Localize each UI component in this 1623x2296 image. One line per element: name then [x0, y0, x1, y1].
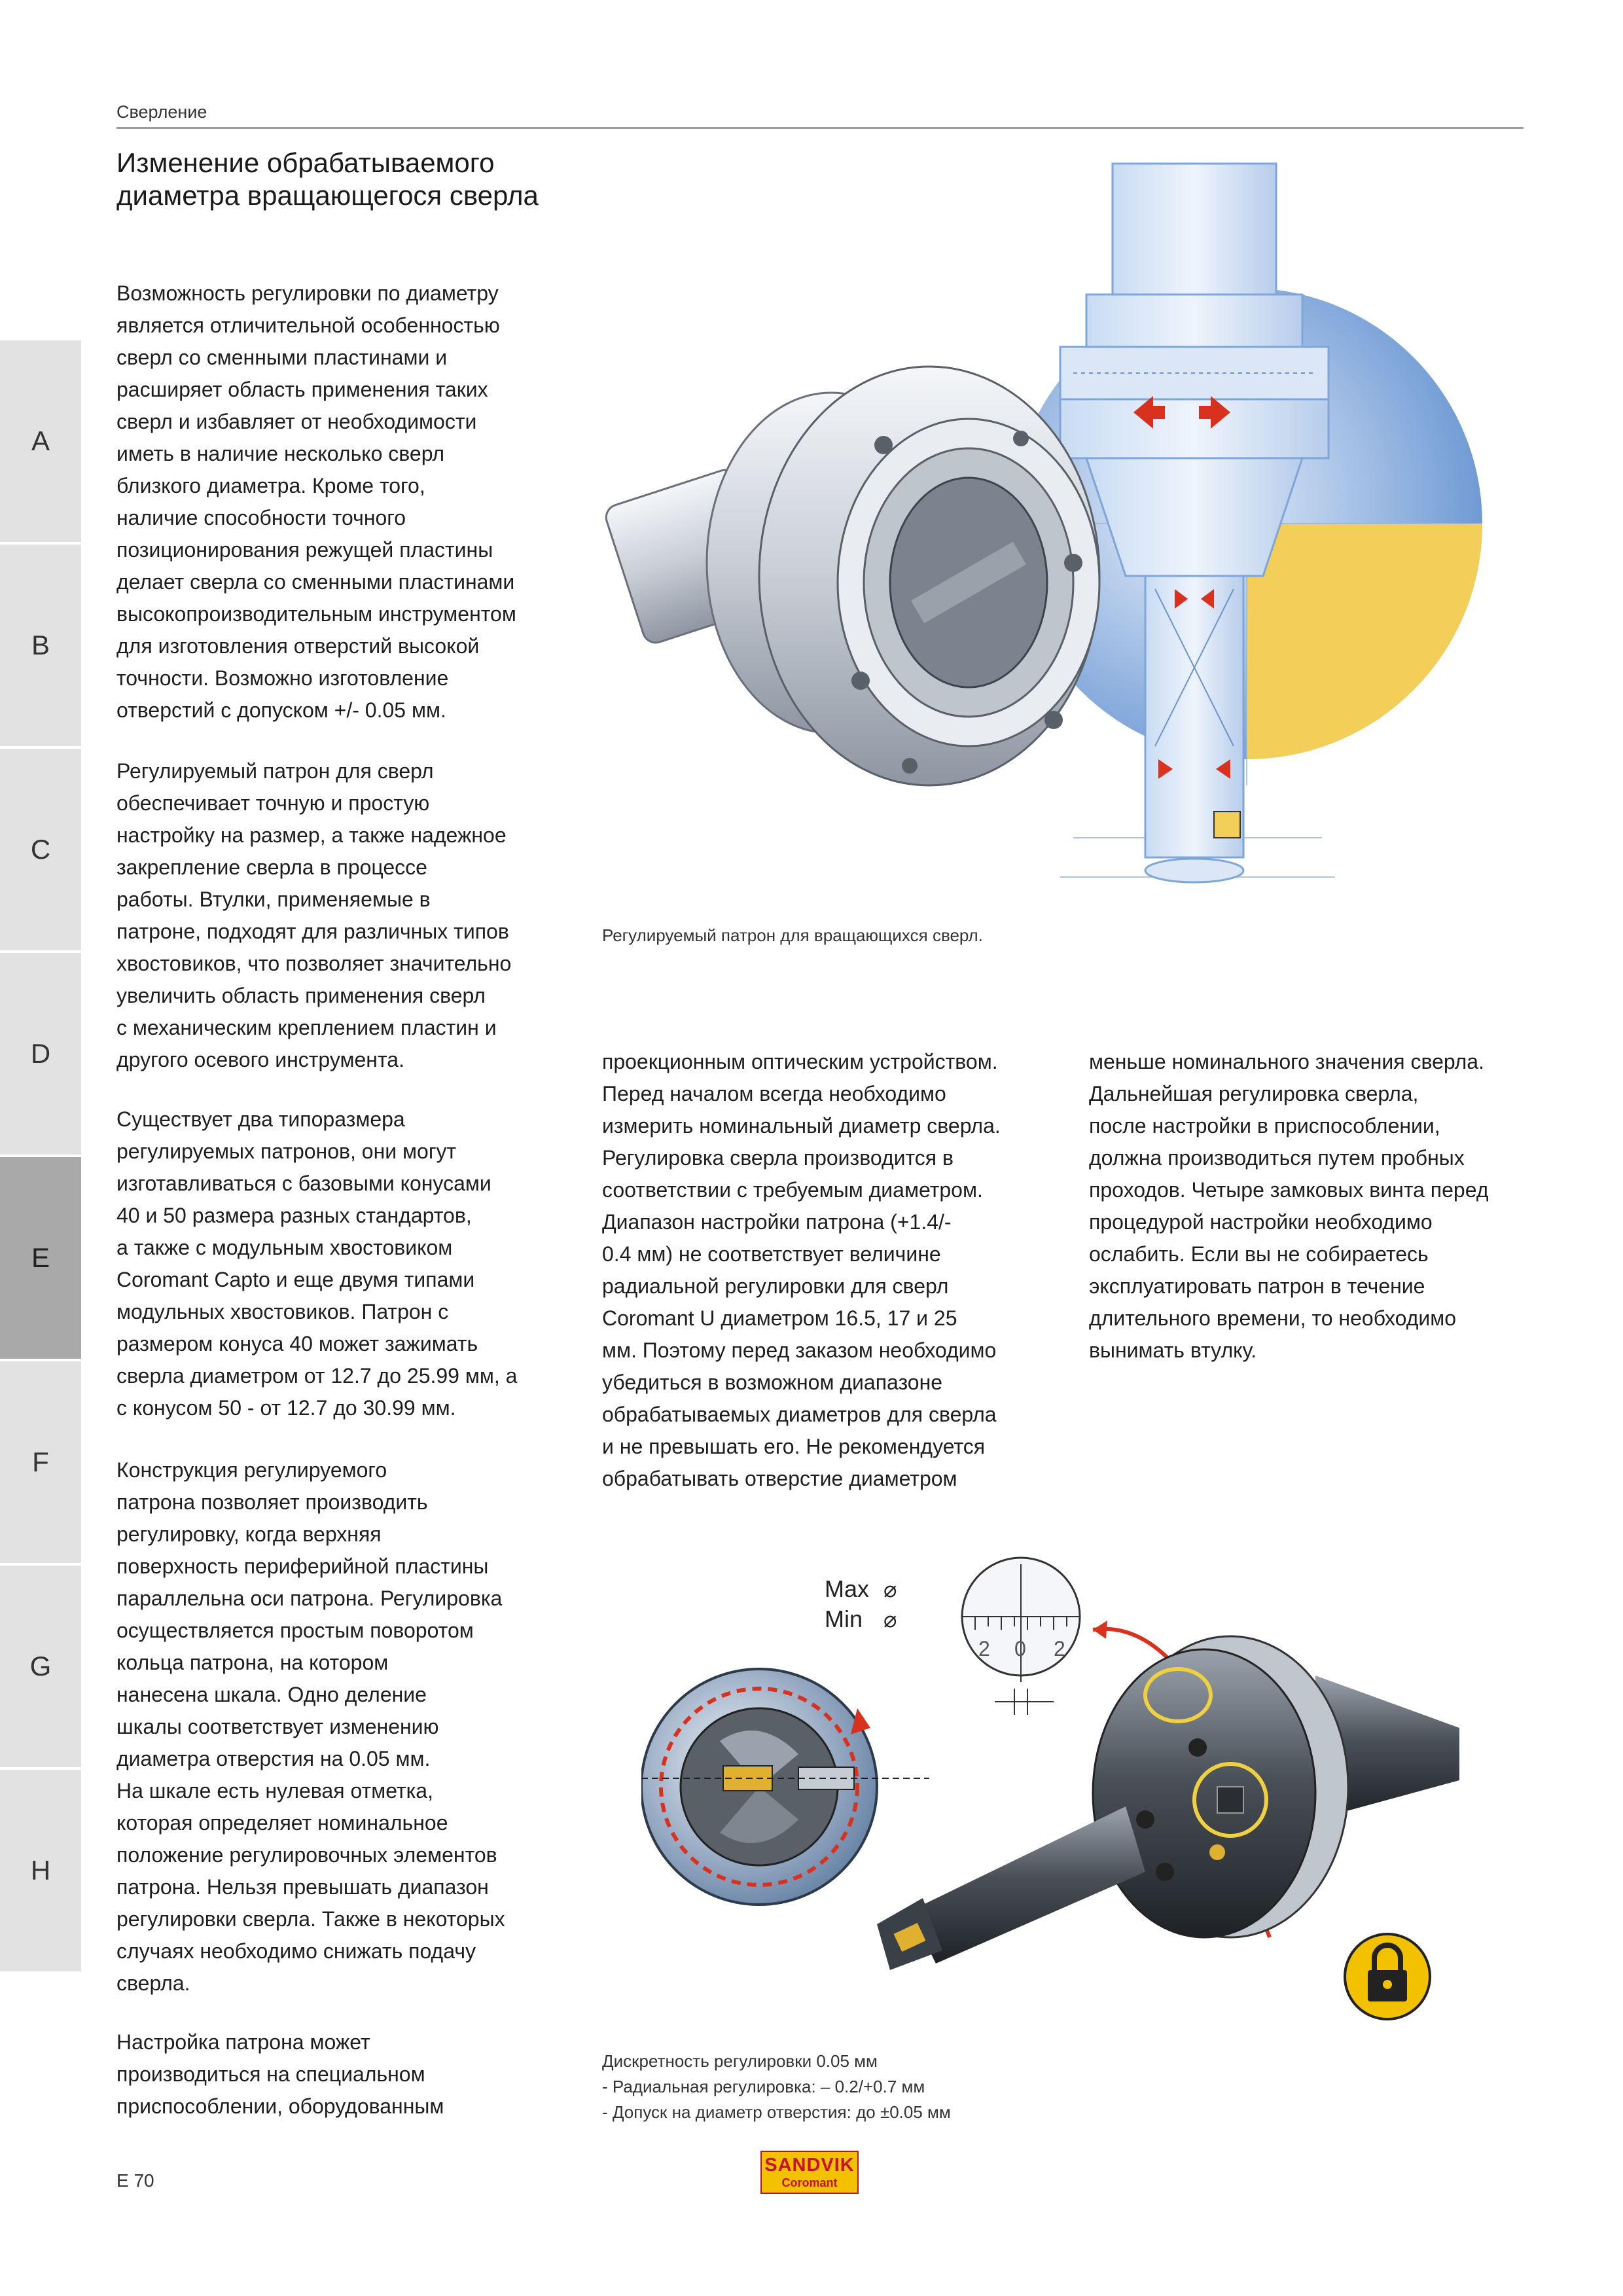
left-paragraph-2: Регулируемый патрон для сверл обеспечивает точную и простую настройку на размер, а также надежное закрепление сверла в процессе работы. Втулки, применяемые в патроне, подходят для различных типов хвостовиков, что позволяет значительно увеличить область применения сверл с механическим креплением пластин и другого осевого инструмента. [116, 759, 512, 1071]
tab-b[interactable]: B [0, 545, 81, 746]
diameter-symbol-min: ⌀ [883, 1607, 897, 1632]
max-label: Max [825, 1575, 870, 1602]
figure-chuck-blueprint [602, 157, 1512, 923]
page-title: Изменение обрабатываемого диаметра вращающегося сверла [116, 147, 539, 211]
header-rule [116, 127, 1524, 129]
tab-h[interactable]: H [0, 1770, 81, 1971]
diameter-symbol-max: ⌀ [883, 1577, 897, 1602]
tab-g[interactable]: G [0, 1566, 81, 1767]
logo-main-text: SANDVIK [764, 2155, 855, 2176]
tab-c[interactable]: C [0, 749, 81, 950]
left-paragraph-3: Существует два типоразмера регулируемых патронов, они могут изготавливаться с базовыми конусами 40 и 50 размера разных стандартов, а также с модульным хвостовиком Coromant Capto и еще двумя типами модульных хвостовиков. Патрон с размером конуса 40 может зажимать сверла диаметром от 12.7 до 25.99 мм, а с конусом 50 - от 12.7 до 30.99 мм. [116, 1107, 518, 1420]
scale-right: 2 [1054, 1637, 1065, 1660]
scale-left: 2 [978, 1637, 990, 1660]
left-paragraph-5: Настройка патрона может производиться на специальном приспособлении, оборудованным [116, 2030, 444, 2118]
tab-d[interactable]: D [0, 953, 81, 1155]
sandvik-logo [760, 2151, 859, 2194]
page-number: E 70 [116, 2170, 154, 2191]
logo-sub-text: Coromant [781, 2176, 838, 2189]
section-label: Сверление [116, 102, 207, 122]
left-paragraph-1: Возможность регулировки по диаметру является отличительной особенностью сверл со сменными пластинами и расширяет область применения таких сверл и избавляет от необходимости иметь в наличие несколько сверл близкого диаметра. Кроме того, наличие способности точного позиционирования режущей пластины делает сверла со сменными пластинами высокопроизводительным инструментом для изготовления отверстий высокой точности. Возможно изготовление отверстий с допуском +/- 0.05 мм. [116, 281, 516, 722]
tab-e[interactable]: E [0, 1157, 81, 1359]
middle-column-text: проекционным оптическим устройством. Перед началом всегда необходимо измерить номинальный диаметр сверла. Регулировка сверла производится в соответствии с требуемым диаметром. Диапазон настройки патрона (+1.4/- 0.4 мм) не соответствует величине радиальной регулировки для сверл Coromant U диаметром 16.5, 17 и 25 мм. Поэтому перед заказом необходимо убедиться в возможном диапазоне обрабатываемых диаметров для сверла и не превышать его. Не рекомендуется обрабатывать отверстие диаметром [602, 1050, 1001, 1490]
right-column-text: меньше номинального значения сверла. Дальнейшая регулировка сверла, после настройки в приспособлении, должна производиться путем пробных проходов. Четыре замковых винта перед процедурой настройки необходимо ослабить. Если вы не собираетесь эксплуатировать патрон в течение длительного времени, то необходимо вынимать втулку. [1089, 1050, 1489, 1362]
left-paragraph-4: Конструкция регулируемого патрона позволяет производить регулировку, когда верхняя поверхность периферийной пластины параллельна оси патрона. Регулировка осуществляется простым поворотом кольца патрона, на котором нанесена шкала. Одно деление шкалы соответствует изменению диаметра отверстия на 0.05 мм. На шкале есть нулевая отметка, которая определяет номинальное положение регулировочных элементов патрона. Нельзя превышать диапазон регулировки сверла. Также в некоторых случаях необходимо снижать подачу сверла. [116, 1458, 505, 1995]
figure-adjustment [641, 1545, 1466, 2042]
figure1-caption: Регулируемый патрон для вращающихся сверл. [602, 925, 983, 945]
figure2-caption [602, 2049, 951, 2125]
tab-f[interactable]: F [0, 1361, 81, 1563]
caption-line-2: - Радиальная регулировка: – 0.2/+0.7 мм [602, 2077, 925, 2096]
caption-line-3: - Допуск на диаметр отверстия: до ±0.05 мм [602, 2102, 951, 2122]
caption-line-1: Дискретность регулировки 0.05 мм [602, 2051, 878, 2071]
min-label: Min [825, 1605, 863, 1632]
scale-zero: 0 [1014, 1637, 1026, 1660]
tab-a[interactable]: A [0, 340, 81, 542]
